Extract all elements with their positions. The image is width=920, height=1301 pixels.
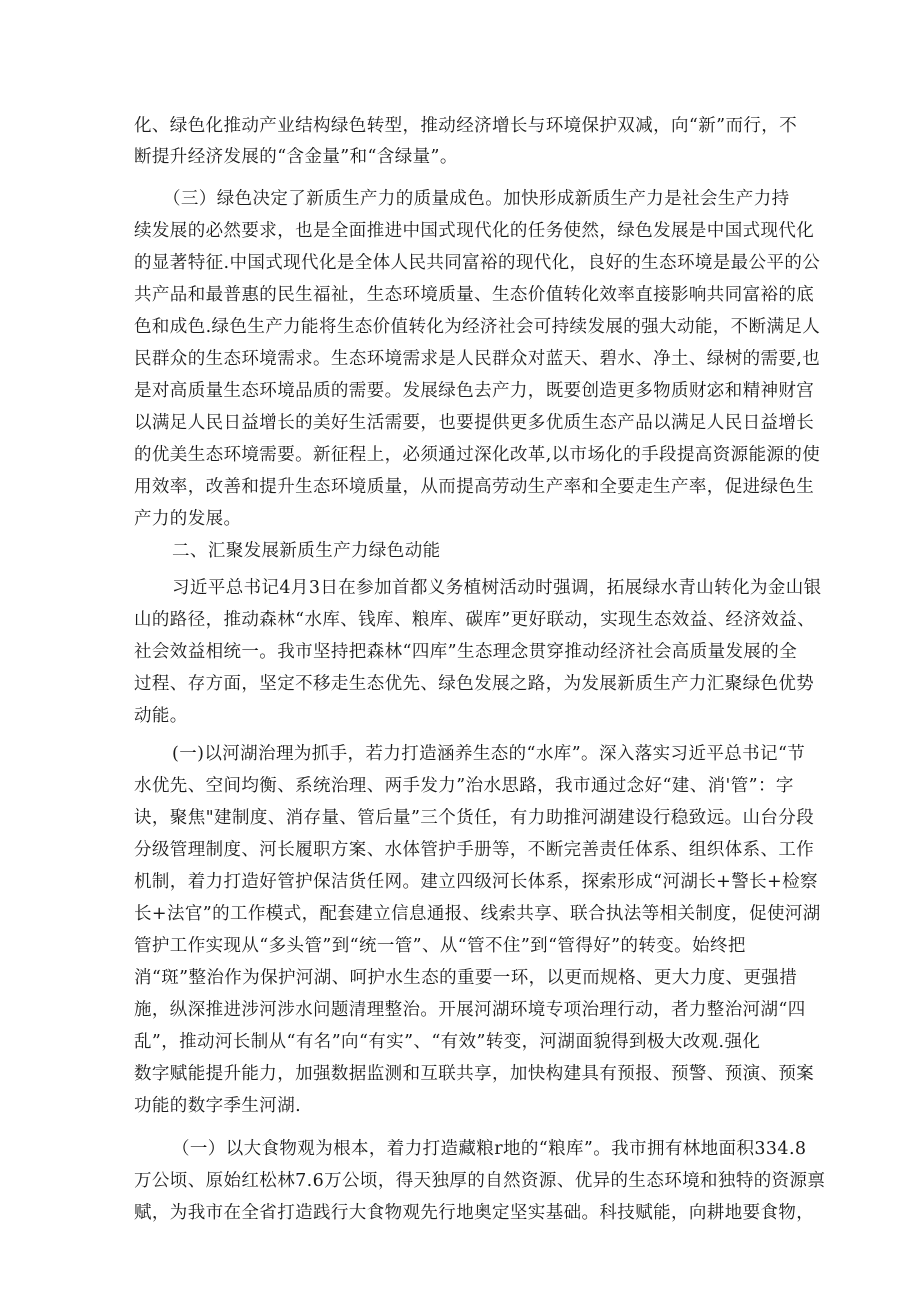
text-line: 化、绿色化推动产业结构绿色转型，推动经济增长与环境保护双减，向“新”而行，不 bbox=[134, 116, 798, 136]
section-heading: 二、汇聚发展新质生产力绿色动能 bbox=[172, 541, 441, 561]
text-line: 长+法官”的工作模式，配套建立信息通报、线索共享、联合执法等相关制度，促使河湖 bbox=[134, 904, 821, 924]
text-line: 数字赋能提升能力，加强数据监测和互联共享，加快构建具有预报、预警、预演、预案 bbox=[134, 1064, 815, 1084]
text-line: 用效率，改善和提升生态环境质量，从而提高劳动生产率和全要走生产率，促进绿色生 bbox=[134, 477, 815, 497]
text-line: 管护工作实现从“多头管”到“统一管”、从“管不住”到“管得好”的转变。始终把 bbox=[134, 936, 746, 956]
text-line: 万公顷、原始红松林7.6万公顷，得天独厚的自然资源、优异的生态环境和独特的资源禀 bbox=[134, 1171, 826, 1191]
text-line: 水优先、空间均衡、系统治理、两手发力”治水思路，我市通过念好“建、消'管”：字 bbox=[134, 776, 794, 796]
paragraph-heading-water: (一)以河湖治理为抓手，若力打造涵养生态的“水库”。深入落实习近平总书记“节 bbox=[172, 744, 806, 764]
text-line: 民群众的生态环境需求。生态环境需求是人民群众对蓝天、碧水、净土、绿树的需要,也 bbox=[134, 349, 821, 369]
text-line: 共产品和最普惠的民生福祉，生态环境质量、生态价值转化效率直接影响共同富裕的底 bbox=[134, 285, 815, 305]
text-line: 的显著特征.中国式现代化是全体人民共同富裕的现代化，良好的生态环境是最公平的公 bbox=[134, 253, 821, 273]
text-line: 消“斑”整治作为保护河湖、呵护水生态的重要一环，以更而规格、更大力度、更强措 bbox=[134, 968, 798, 988]
text-line: 诀，聚焦"建制度、消存量、管后量”三个货任，有力助推河湖建设行稳致远。山台分段 bbox=[134, 808, 815, 828]
paragraph-heading-grain: （一）以大食物观为根本，着力打造藏粮r地的“粮库”。我市拥有林地面积334.8 bbox=[172, 1139, 807, 1159]
text-line: 习近平总书记4月3日在参加首都义务植树活动时强调，拓展绿水青山转化为金山银 bbox=[172, 578, 822, 598]
text-line: 过程、存方面，坚定不移走生态优先、绿色发展之路，为发展新质生产力汇聚绿色优势 bbox=[134, 674, 815, 694]
text-line: 产力的发展。 bbox=[134, 509, 242, 529]
text-line: 社会效益相统一。我市坚持把森林“四库”生态理念贯穿推动经济社会高质量发展的全 bbox=[134, 642, 798, 662]
text-line: 色和成色.绿色生产力能将生态价值转化为经济社会可持续发展的强大动能，不断满足人 bbox=[134, 317, 821, 337]
text-line: 分级管理制度、河长履职方案、水体管护手册等，不断完善责任体系、组织体系、工作 bbox=[134, 840, 815, 860]
text-line: 功能的数字季生河湖. bbox=[134, 1096, 302, 1116]
text-line: 续发展的必然要求，也是全面推进中国式现代化的任务使然，绿色发展是中国式现代化 bbox=[134, 221, 815, 241]
text-line: 动能。 bbox=[134, 706, 188, 726]
text-line: 以满足人民日益增长的美好生活需要，也要提供更多优质生态产品以满足人民日益增长 bbox=[134, 413, 815, 433]
paragraph-heading-3: （三）绿色决定了新质生产力的质量成色。加快形成新质生产力是社会生产力持 bbox=[163, 189, 790, 209]
text-line: 施，纵深推进涉河涉水问题清理整治。开展河湖环境专项治理行动，者力整治河湖“四 bbox=[134, 1000, 806, 1020]
text-line: 赋，为我市在全省打造践行大食物观先行地奥定坚实基础。科技赋能，向耕地要食物， bbox=[134, 1203, 815, 1223]
text-line: 乱”，推动河长制从“有名”向“有实”、“有效”转变，河湖面貌得到极大改观.强化 bbox=[134, 1032, 761, 1052]
text-line: 是对高质量生态环境品质的需要。发展绿色去产力，既要创造更多物质财宓和精神财宫 bbox=[134, 381, 815, 401]
text-line: 山的路径，推动森林“水库、钱库、粮库、碳库”更好联动，实现生态效益、经济效益、 bbox=[134, 610, 815, 630]
text-line: 断提升经济发展的“含金量”和“含绿量”。 bbox=[134, 147, 458, 167]
text-line: 的优美生态环境需要。新征程上，必须通过深化改革,以市场化的手段提高资源能源的使 bbox=[134, 445, 821, 465]
text-line: 机制，着力打造好管护保洁货任网。建立四级河长体系，探索形成“河湖长+警长+检察 bbox=[134, 872, 818, 892]
